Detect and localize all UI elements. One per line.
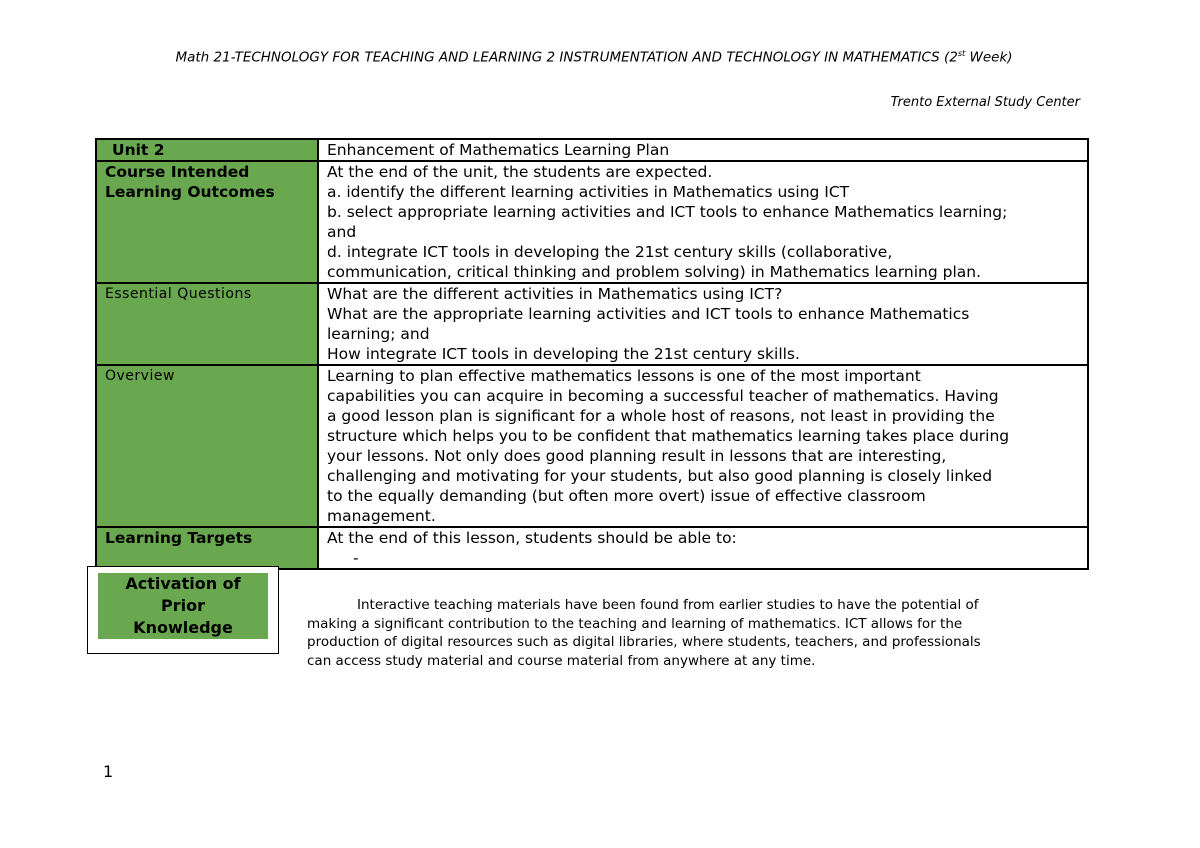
overview-line: challenging and motivating for your students, but also good planning is closely linked xyxy=(327,467,993,485)
unit-label-cell xyxy=(96,139,318,161)
essential-label-cell xyxy=(96,283,318,365)
learning-plan-table xyxy=(95,138,1089,570)
week-superscript: st xyxy=(957,49,966,58)
cilo-label-cell xyxy=(96,161,318,283)
cilo-line: b. select appropriate learning activities and ICT tools to enhance Mathematics learning; xyxy=(327,203,1008,221)
essential-line: What are the appropriate learning activities and ICT tools to enhance Mathematics xyxy=(327,305,970,323)
overview-line: to the equally demanding (but often more overt) issue of effective classroom xyxy=(327,487,926,505)
paragraph-line: can access study material and course material from anywhere at any time. xyxy=(307,652,816,669)
cilo-label-line1: Course Intended xyxy=(105,163,250,181)
study-center-name: Trento External Study Center xyxy=(890,95,1080,110)
targets-bullet-dash: - xyxy=(353,549,359,567)
cilo-label-line2: Learning Outcomes xyxy=(105,183,275,201)
paragraph-line: Interactive teaching materials have been found from earlier studies to have the potential of xyxy=(357,597,979,613)
unit-title: Enhancement of Mathematics Learning Plan xyxy=(327,141,670,159)
overview-line: your lessons. Not only does good planning result in lessons that are interesting, xyxy=(327,447,947,465)
paragraph-line-wrap xyxy=(307,596,1097,615)
paragraph-line: production of digital resources such as digital libraries, where students, teachers, and professionals xyxy=(307,634,981,650)
cilo-line: At the end of the unit, the students are expected. xyxy=(327,163,713,181)
table-row xyxy=(96,161,1088,283)
overview-label: Overview xyxy=(105,368,175,384)
targets-label-cell xyxy=(96,527,318,569)
activation-line: Prior xyxy=(161,596,205,615)
activation-line: Activation of xyxy=(125,574,241,593)
activation-line: Knowledge xyxy=(133,618,233,637)
overview-line: Learning to plan effective mathematics lessons is one of the most important xyxy=(327,367,921,385)
cilo-line: a. identify the different learning activities in Mathematics using ICT xyxy=(327,183,850,201)
essential-line: learning; and xyxy=(327,325,430,343)
targets-intro: At the end of this lesson, students should be able to: xyxy=(327,529,737,547)
page-number: 1 xyxy=(103,762,114,781)
unit-value-cell xyxy=(318,139,1088,161)
overview-line: capabilities you can acquire in becoming a successful teacher of mathematics. Having xyxy=(327,387,999,405)
targets-label: Learning Targets xyxy=(105,529,253,547)
overview-line: structure which helps you to be confident that mathematics learning takes place during xyxy=(327,427,1010,445)
essential-label: Essential Questions xyxy=(105,286,252,302)
cilo-content-cell xyxy=(318,161,1088,283)
table-row xyxy=(96,139,1088,161)
activation-paragraph xyxy=(307,596,1097,670)
overview-line: a good lesson plan is significant for a whole host of reasons, not least in providing the xyxy=(327,407,995,425)
overview-content-cell xyxy=(318,365,1088,527)
table-row xyxy=(96,365,1088,527)
overview-label-cell xyxy=(96,365,318,527)
essential-content-cell xyxy=(318,283,1088,365)
unit-label: Unit 2 xyxy=(112,141,165,159)
overview-line: management. xyxy=(327,507,436,525)
table-row xyxy=(96,527,1088,569)
paragraph-line: making a significant contribution to the teaching and learning of mathematics. ICT allows for the xyxy=(307,615,963,632)
course-title: Math 21-TECHNOLOGY FOR TEACHING AND LEARNING 2 INSTRUMENTATION AND TECHNOLOGY IN MATHEMATICS (2 xyxy=(175,49,958,66)
essential-line: How integrate ICT tools in developing the 21st century skills. xyxy=(327,345,800,363)
document-header xyxy=(0,49,1188,66)
essential-line: What are the different activities in Mathematics using ICT? xyxy=(327,285,783,303)
course-title-suffix: Week) xyxy=(965,49,1013,66)
targets-content-cell xyxy=(318,527,1088,569)
cilo-line: and xyxy=(327,223,357,241)
cilo-line: d. integrate ICT tools in developing the 21st century skills (collaborative, xyxy=(327,243,893,261)
table-row xyxy=(96,283,1088,365)
cilo-line: communication, critical thinking and problem solving) in Mathematics learning plan. xyxy=(327,263,982,281)
activation-heading xyxy=(98,573,268,639)
activation-box xyxy=(87,566,279,654)
